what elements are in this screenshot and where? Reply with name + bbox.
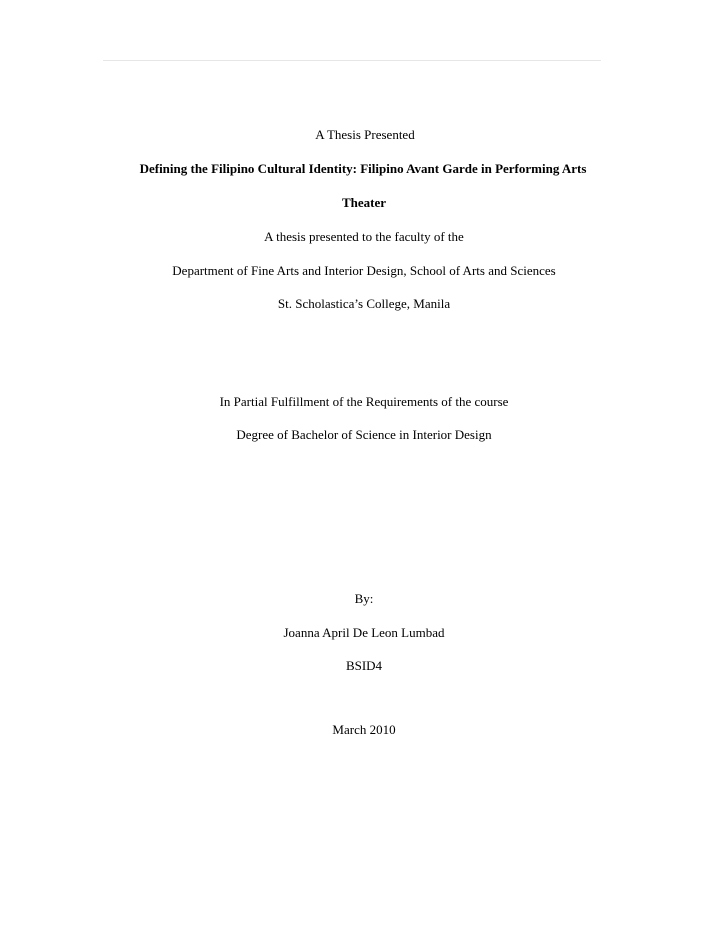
degree-line: Degree of Bachelor of Science in Interior Design [236,427,492,442]
fulfillment-line: In Partial Fulfillment of the Requirements of the course [219,394,509,409]
author-name: Joanna April De Leon Lumbad [283,625,445,640]
presented-to-line: A thesis presented to the faculty of the [264,229,464,244]
header-divider [103,60,601,61]
college-line: St. Scholastica’s College, Manila [277,296,451,311]
department-line: Department of Fine Arts and Interior Design, School of Arts and Sciences [172,263,556,278]
thesis-heading: A Thesis Presented [315,127,415,142]
thesis-title-line-2: Theater [341,195,387,210]
section-code: BSID4 [345,658,383,673]
by-label: By: [354,591,374,606]
submission-date: March 2010 [332,722,396,737]
thesis-title-line-1: Defining the Filipino Cultural Identity: Filipino Avant Garde in Performing Arts [139,161,587,176]
